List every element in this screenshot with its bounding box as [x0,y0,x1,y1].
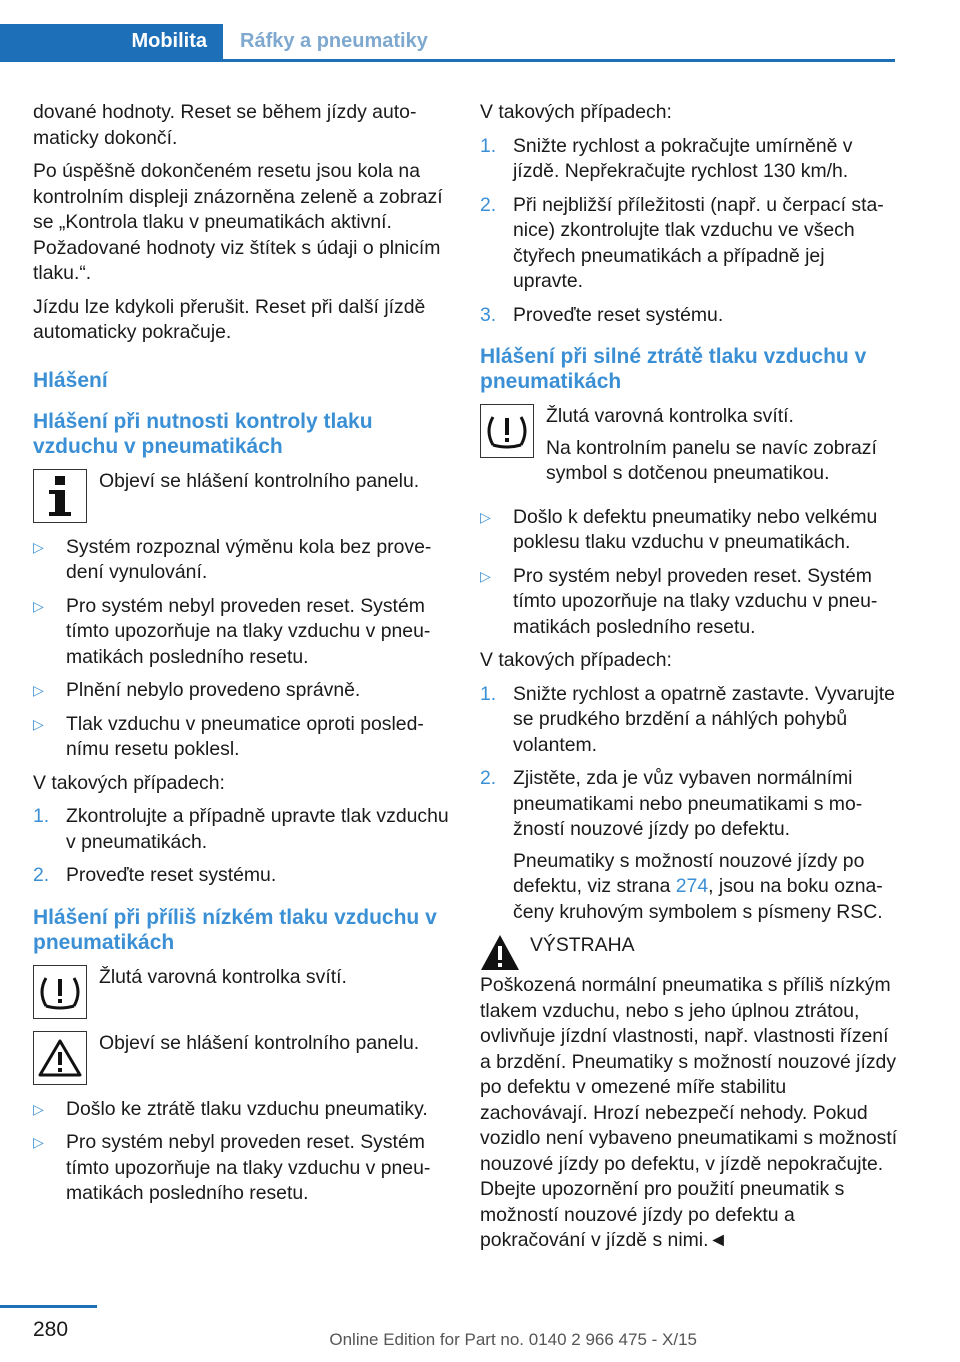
list-number: 1. [480,134,497,157]
list-number: 2. [480,767,497,789]
list-text: Při nejbližší příležitosti (např. u čerpací stanice) zkontrolujte tlak vzduchu ve všech čtyřech pneumatikách a případně jej upravte. [513,193,884,292]
warning-title: VÝSTRAHA [530,934,635,956]
paragraph: Jízdu lze kdykoli přerušit. Reset při další jízdě automaticky pokračuje. [33,295,426,343]
list-item [33,804,451,855]
bullet-list [33,535,451,763]
numbered-list [480,134,898,329]
tire-pressure-warning-icon [480,404,534,458]
icon-caption: Žlutá varovná kontrolka svítí. [546,405,794,427]
bullet-list [480,505,898,641]
numbered-list [33,804,451,889]
info-icon-row [33,469,451,523]
left-column [33,100,451,1215]
list-number: 1. [33,805,50,827]
list-item [480,193,898,295]
list-item [480,303,898,329]
edition-footer: Online Edition for Part no. 0140 2 966 475 - X/15 [329,1330,697,1349]
bullet-list [33,1097,451,1207]
list-item [480,766,898,925]
list-item: ▷ Plnění nebylo provedeno správně. [33,678,451,704]
header-divider [0,59,895,62]
list-subparagraph: Pneumatiky s možností nouzové jízdy po defektu, viz strana 274, jsou na boku označeny kruhovým symbolem s písmeny RSC. [513,849,883,923]
list-item: ▷ Tlak vzduchu v pneumatice oproti poslednímu resetu poklesl. [33,712,451,763]
list-item: ▷ Došlo k defektu pneumatiky nebo velkému poklesu tlaku vzduchu v pneumatikách. [480,505,898,556]
numbered-list [480,682,898,926]
warning-text: Poškozená normální pneumatika s příliš nízkým tlakem vzduchu, nebo s jeho úplnou ztrátou, ovlivňuje jízdní vlastnosti, např. vlastnosti řízení a brzdění. Pneumatiky s možností nouzové jízdy po defektu v omezené míře stabilitu zachovávají. Hrozí nebezpečí nehody. Pokud vozidlo není vybaveno pneumatikami s možností nouzové jízdy po defektu, v jízdě nepokračujte. Dbejte upozornění pro použití pneumatik s možností nouzové jízdy po defektu a pokračování v jízdě s nimi.◄ [480,974,898,1251]
list-text: Zkontrolujte a případně upravte tlak vzduchu v pneumatikách. [66,805,449,853]
list-text: Proveďte reset systému. [66,864,277,886]
list-item [480,134,898,185]
tab-mobilita[interactable] [0,24,223,62]
subsection-heading: Hlášení při příliš nízkém tlaku vzduchu v pneumatikách [33,905,437,954]
page-number-divider [0,1305,97,1308]
list-item: ▷ Pro systém nebyl proveden reset. Systém tímto upozorňuje na tlaky vzduchu v pneumatikách posledního resetu. [480,564,898,641]
warning-icon-row [33,1031,451,1085]
section-heading: Hlášení [33,368,108,392]
list-item: ▷ Došlo ke ztrátě tlaku vzduchu pneumatiky. [33,1097,451,1123]
list-item: ▷ Systém rozpoznal výměnu kola bez provedení vynulování. [33,535,451,586]
list-number: 2. [480,193,497,216]
right-column [480,100,898,1262]
list-number: 3. [480,303,497,326]
subsection-heading: Hlášení při silné ztrátě tlaku vzduchu v pneumatikách [480,345,867,393]
icon-caption: Na kontrolním panelu se navíc zobrazí symbol s dotčenou pneumatikou. [546,436,877,484]
list-item [33,863,451,889]
list-item: ▷ Pro systém nebyl proveden reset. Systém tímto upozorňuje na tlaky vzduchu v pneumatikách posledního resetu. [33,594,451,671]
warning-block [480,933,898,1254]
list-text: Snižte rychlost a pokračujte umírněně v jízdě. Nepřekračujte rychlost 130 km/h. [513,134,853,182]
warning-triangle-icon [33,1031,87,1085]
paragraph: V takových případech: [480,101,672,123]
paragraph: V takových případech: [480,649,672,671]
icon-caption: Žlutá varovná kontrolka svítí. [99,965,347,988]
paragraph: dované hodnoty. Reset se během jízdy automaticky dokončí. [33,101,417,149]
paragraph: Po úspěšně dokončeném resetu jsou kola na kontrolním displeji znázorněna zeleně a zobrazí se „Kontrola tlaku v pneumatikách aktivní. Požadované hodnoty viz štítek s údaji o plnicím tlaku.“. [33,160,443,284]
tab-rafky-a-pneumatiky[interactable]: Ráfky a pneumatiky [240,30,428,52]
list-text: Proveďte reset systému. [513,303,724,326]
list-text: Snižte rychlost a opatrně zastavte. Vyvarujte se prudkého brzdění a náhlých pohybů volantem. [513,682,895,756]
warning-triangle-icon [480,933,520,973]
list-item [480,682,898,759]
tire-pressure-warning-icon [33,965,87,1019]
list-text: Zjistěte, zda je vůz vybaven normálními pneumatikami nebo pneumatikami s možností nouzové jízdy po defektu. [513,767,863,840]
tab-mobilita-label: Mobilita [131,30,207,52]
tpms-icon-row [33,965,451,1019]
icon-caption: Objeví se hlášení kontrolního panelu. [99,1031,420,1054]
list-item: ▷ Pro systém nebyl proveden reset. Systém tímto upozorňuje na tlaky vzduchu v pneumatikách posledního resetu. [33,1130,451,1207]
page-number: 280 [33,1318,69,1341]
paragraph: V takových případech: [33,771,225,794]
info-icon [33,469,87,523]
subsection-heading: Hlášení při nutnosti kontroly tlaku vzduchu v pneumatikách [33,409,373,458]
tpms-icon-row [480,404,898,493]
page-link[interactable]: 274 [675,875,709,897]
list-number: 1. [480,682,497,705]
list-number: 2. [33,864,50,886]
icon-caption: Objeví se hlášení kontrolního panelu. [99,469,420,492]
